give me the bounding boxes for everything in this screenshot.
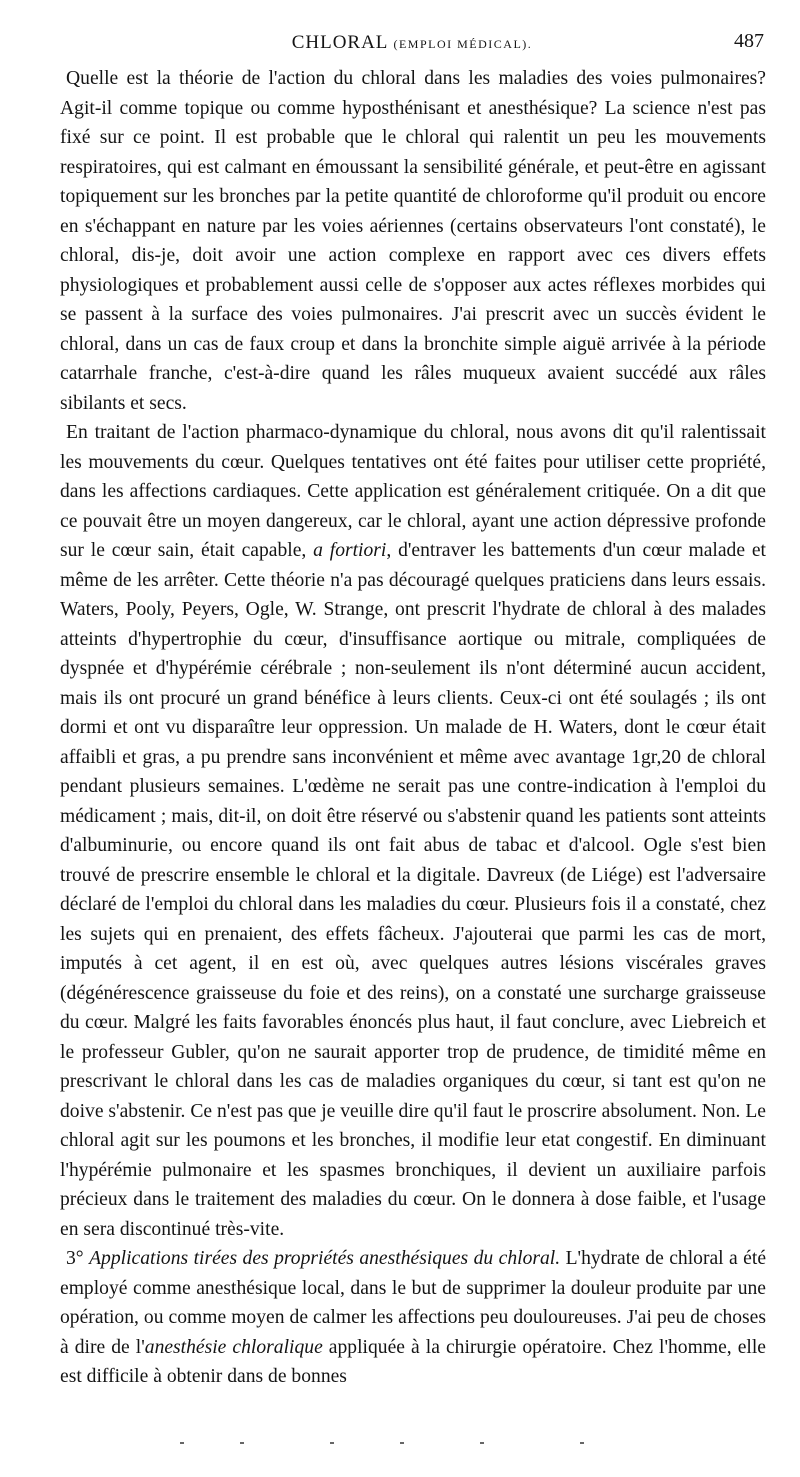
body-text — [60, 64, 766, 1392]
speck — [480, 1442, 484, 1444]
running-title-sub: (EMPLOI MÉDICAL). — [393, 37, 533, 51]
italic-phrase: anesthésie chloralique — [144, 1336, 323, 1358]
page-header — [60, 28, 764, 58]
running-title — [60, 32, 764, 54]
italic-phrase: a fortiori — [313, 540, 387, 561]
speck — [180, 1442, 184, 1444]
paragraph-text: appliquée à la chirurgie opératoire. Chez l'homme, elle est difficile à obtenir dans de bonnes — [60, 1336, 766, 1387]
speck — [580, 1442, 584, 1444]
paragraph-text: En traitant de l'action pharmaco-dynamique du chloral, nous avons dit qu'il ralentissait les mouvements du cœur. Quelques tentatives ont été faites pour utiliser cette propriété, dans les affections cardiaques. Cette application est généralement critiquée. On a dit que ce pouvait être un moyen dangereux, car le chloral, ayant une action dépressive profonde sur le cœur sain, était capable, — [60, 422, 766, 561]
speck — [240, 1442, 244, 1444]
bottom-specks — [180, 1438, 600, 1448]
paragraph-cardiac-affections — [60, 418, 766, 1244]
paragraph-pulmonary-theory: Quelle est la théorie de l'action du chloral dans les maladies des voies pulmonaires? Agit-il comme topique ou comme hyposthénisant et anesthésique? La science n'est pas fixé sur ce point. Il est probable que le chloral qui ralentit un peu les mouvements respiratoires, qui est calmant en émoussant la sensibilité générale, et peut-être en agissant topiquement sur les bronches par la petite quantité de chloroforme qu'il produit ou encore en s'échappant en nature par les voies aériennes (certains observateurs l'ont constaté), le chloral, dis-je, doit avoir une action complexe en rapport avec ces divers effets physiologiques et probablement aussi celle de s'opposer aux actes réflexes morbides qui se passent à la surface des voies pulmonaires. J'ai prescrit avec un succès évident le chloral, dans un cas de faux croup et dans la bronchite simple aiguë arrivée à la période catarrhale franche, c'est-à-dire quand les râles muqueux avaient succédé aux râles sibilants et secs. — [60, 68, 766, 414]
section-heading: Applications tirées des propriétés anesthésiques du chloral. — [89, 1248, 561, 1269]
speck — [400, 1442, 404, 1444]
page-number: 487 — [734, 30, 764, 52]
running-title-main: CHLORAL — [291, 32, 388, 53]
paragraph-text: L'hydrate de chloral a été employé comme anesthésique local, dans le but de supprimer la douleur produite par une opération, ou comme moyen de calmer les affections peu douloureuses. J'ai peu de choses à dire de l' — [60, 1248, 767, 1358]
section-number: 3° — [66, 1248, 90, 1269]
paragraph-text: , d'entraver les battements d'un cœur malade et même de les arrêter. Cette théorie n'a pas découragé quelques praticiens dans leurs essais. Waters, Pooly, Peyers, Ogle, W. Strange, ont prescrit l'hydrate de chloral à des malades atteints d'hypertrophie du cœur, d'insuffisance aortique ou mitrale, compliquées de dyspnée et d'hypérémie cérébrale ; non-seulement ils n'ont déterminé aucun accident, mais ils ont procuré un grand bénéfice à leurs clients. Ceux-ci ont été soulagés ; ils ont dormi et ont vu disparaître leur oppression. Un malade de H. Waters, dont le cœur était affaibli et gras, a pu prendre sans inconvénient et même avec avantage 1gr,20 de chloral pendant plusieurs semaines. L'œdème ne serait pas une contre-indication à l'emploi du médicament ; mais, dit-il, on doit être réservé ou s'abstenir quand les patients sont atteints d'albuminurie, ou encore quand ils ont fait abus de tabac et d'alcool. Ogle s'est bien trouvé de prescrire ensemble le chloral et la digitale. Davreux (de Liége) est l'adversaire déclaré de l'emploi du chloral dans les maladies du cœur. Plusieurs fois il a constaté, chez les sujets qui en prenaient, des effets fâcheux. J'ajouterai que parmi les cas de mort, imputés à cet agent, il en est où, avec quelques autres lésions viscérales graves (dégénérescence graisseuse du foie et des reins), on a constaté une surcharge graisseuse du cœur. Malgré les faits favorables énoncés plus haut, il faut conclure, avec Liebreich et le professeur Gubler, qu'on ne saurait apporter trop de prudence, de timidité même en prescrivant le chloral dans les cas de maladies organiques du cœur, si tant est qu'on ne doive s'abstenir. Ce n'est pas que je veuille dire qu'il faut le proscrire absolument. Non. Le chloral agit sur les poumons et les bronches, il modifie leur etat congestif. En diminuant l'hypérémie pulmonaire et les spasmes bronchiques, il devient un auxiliaire parfois précieux dans le traitement des maladies du cœur. On le donnera à dose faible, et l'usage en sera discontinué très-vite. — [60, 540, 766, 1240]
speck — [330, 1442, 334, 1444]
paragraph-anesthetic-applications — [60, 1244, 766, 1392]
